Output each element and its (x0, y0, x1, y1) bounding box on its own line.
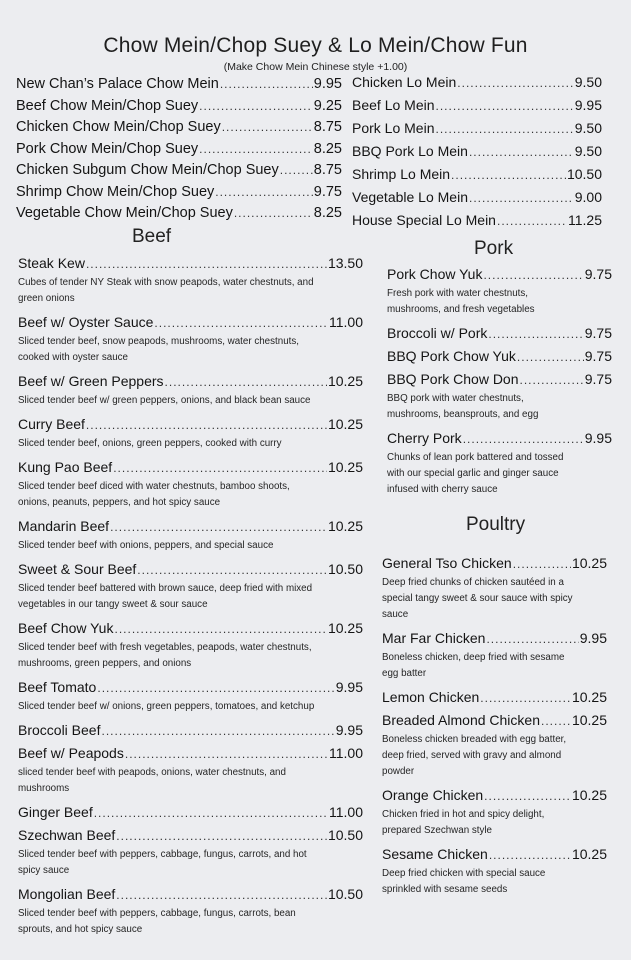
menu-item-price: 10.50 (566, 166, 602, 182)
menu-item-name: Pork Chow Yuk (387, 266, 483, 282)
description-line: spicy sauce (18, 865, 70, 876)
menu-item-description (18, 906, 363, 938)
dot-leader (436, 95, 574, 117)
menu-item-price: 9.95 (335, 722, 363, 738)
description-line: Chicken fried in hot and spicy delight, (382, 809, 545, 820)
description-line: sprinkled with sesame seeds (382, 884, 508, 895)
menu-item-name: BBQ Pork Chow Yuk (387, 348, 516, 364)
menu-item (18, 883, 363, 906)
page-title: Chow Mein/Chop Suey & Lo Mein/Chow Fun (103, 34, 528, 57)
menu-item-price: 10.25 (327, 459, 363, 475)
menu-item-price: 9.95 (313, 76, 342, 92)
menu-item-name: Curry Beef (18, 416, 85, 432)
menu-item-price: 10.25 (327, 620, 363, 636)
menu-item-name: Beef w/ Oyster Sauce (18, 314, 154, 330)
dot-leader (488, 323, 583, 345)
dot-leader (435, 118, 573, 140)
section-heading-poultry: Poultry (466, 514, 526, 535)
menu-item-name: Mar Far Chicken (382, 630, 486, 646)
menu-item-price: 9.95 (579, 630, 607, 646)
description-line: with our special garlic and ginger sauce (387, 468, 559, 479)
menu-item (18, 413, 363, 436)
dot-leader (86, 253, 327, 275)
pork-list (387, 263, 612, 502)
menu-item-price: 10.25 (571, 689, 607, 705)
menu-item-price: 8.75 (313, 119, 342, 135)
menu-item-price: 9.75 (313, 183, 342, 200)
dot-leader (484, 785, 571, 807)
dot-leader (486, 628, 578, 650)
menu-item-name: Kung Pao Beef (18, 459, 113, 475)
description-line: prepared Szechwan style (382, 825, 493, 836)
menu-item-name: Sweet & Sour Beef (18, 561, 137, 577)
menu-item-name: Orange Chicken (382, 787, 484, 803)
beef-list (18, 252, 363, 942)
menu-item (18, 515, 363, 538)
page-subtitle: (Make Chow Mein Chinese style +1.00) (223, 61, 408, 73)
menu-item (387, 345, 612, 368)
dot-leader (469, 141, 574, 163)
menu-item-price: 11.00 (329, 745, 363, 761)
menu-item (352, 186, 602, 209)
dot-leader (234, 203, 313, 225)
menu-item-name: Beef Lo Mein (352, 97, 435, 113)
dot-leader (165, 371, 327, 393)
menu-item (387, 322, 612, 345)
dot-leader (222, 117, 313, 139)
menu-item-description (387, 391, 612, 423)
menu-item-price: 11.00 (329, 314, 363, 330)
menu-item-name: Broccoli Beef (18, 722, 101, 738)
menu-item-description (18, 334, 363, 366)
description-line: mushrooms, green peppers, and onions (18, 658, 192, 669)
dot-leader (114, 618, 326, 640)
menu-item-name: Lemon Chicken (382, 689, 480, 705)
dot-leader (199, 96, 313, 118)
menu-item (18, 252, 363, 275)
menu-item-price: 9.50 (574, 143, 602, 159)
menu-item-description (387, 286, 612, 318)
description-line: powder (382, 766, 415, 777)
description-line: Sliced tender beef, onions, green peppers, cooked with curry (18, 438, 282, 449)
menu-item-description (18, 479, 363, 511)
menu-item-description (18, 393, 363, 409)
description-line: Boneless chicken breaded with egg batter, (382, 734, 567, 745)
menu-item-name: Pork Chow Mein/Chop Suey (16, 140, 199, 157)
dot-leader (97, 677, 334, 699)
menu-item-description (382, 732, 607, 780)
menu-item (18, 742, 363, 765)
menu-item (18, 617, 363, 640)
menu-item-description (18, 436, 363, 452)
dot-leader (480, 687, 571, 709)
menu-item-description (18, 847, 363, 879)
description-line: vegetables in our tangy sweet & sour sauce (18, 599, 208, 610)
description-line: mushrooms (18, 783, 70, 794)
menu-item-name: House Special Lo Mein (352, 212, 496, 228)
menu-item (382, 627, 607, 650)
menu-item (18, 311, 363, 334)
menu-item (18, 824, 363, 847)
menu-item (387, 368, 612, 391)
menu-item (382, 843, 607, 866)
menu-item-name: Vegetable Chow Mein/Chop Suey (16, 205, 233, 221)
description-line: Sliced tender beef with peppers, cabbage, fungus, carrots, bean (18, 908, 296, 919)
menu-item-name: Mongolian Beef (18, 886, 116, 902)
dot-leader (113, 457, 327, 479)
description-line: BBQ pork with water chestnuts, (387, 393, 524, 404)
menu-item-price: 11.00 (329, 804, 363, 820)
menu-item (18, 676, 363, 699)
menu-item-name: Chicken Subgum Chow Mein/Chop Suey (16, 162, 279, 178)
dot-leader (220, 74, 313, 96)
menu-item (382, 784, 607, 807)
dot-leader (483, 264, 583, 286)
menu-item-price: 10.25 (571, 846, 607, 862)
menu-item-description (18, 640, 363, 672)
menu-item-description (382, 575, 607, 623)
menu-item-description (18, 581, 363, 613)
menu-item (16, 160, 342, 182)
menu-item-price: 10.25 (327, 518, 363, 534)
menu-item-name: Sesame Chicken (382, 846, 488, 862)
description-line: Sliced tender beef with onions, peppers, and special sauce (18, 540, 274, 551)
menu-item-price: 9.75 (584, 371, 612, 387)
menu-item-name: Szechwan Beef (18, 827, 116, 843)
dot-leader (280, 160, 313, 182)
description-line: Deep fried chunks of chicken sautéed in a (382, 577, 564, 588)
menu-item-price: 9.50 (574, 74, 602, 90)
description-line: special tangy sweet & sour sauce with spicy (382, 593, 573, 604)
menu-item (382, 686, 607, 709)
chow-mein-list (16, 74, 342, 225)
dot-leader (125, 743, 328, 765)
dot-leader (101, 720, 334, 742)
menu-item-price: 9.95 (574, 97, 602, 113)
dot-leader (489, 844, 571, 866)
description-line: mushrooms, beansprouts, and egg (387, 409, 539, 420)
menu-item (352, 117, 602, 140)
menu-item-description (18, 538, 363, 554)
description-line: Sliced tender beef w/ onions, green peppers, tomatoes, and ketchup (18, 701, 315, 712)
description-line: sliced tender beef with peapods, onions, water chestnuts, and (18, 767, 286, 778)
menu-item-price: 10.25 (327, 416, 363, 432)
menu-item (387, 427, 612, 450)
menu-item-price: 9.50 (574, 120, 602, 136)
menu-item-price: 10.50 (327, 886, 363, 902)
menu-item (18, 801, 363, 824)
dot-leader (110, 516, 327, 538)
dot-leader (154, 312, 328, 334)
menu-item (352, 163, 602, 186)
menu-item-name: New Chan’s Palace Chow Mein (16, 76, 219, 92)
menu-item-price: 9.75 (584, 266, 612, 282)
description-line: egg batter (382, 668, 427, 679)
description-line: Boneless chicken, deep fried with sesame (382, 652, 565, 663)
menu-item-name: Cherry Pork (387, 430, 462, 446)
dot-leader (86, 414, 327, 436)
menu-item-price: 8.25 (313, 140, 342, 157)
dot-leader (541, 710, 571, 732)
menu-item-name: Beef w/ Green Peppers (18, 373, 164, 389)
menu-item (18, 719, 363, 742)
menu-item-name: Shrimp Chow Mein/Chop Suey (16, 183, 215, 200)
dot-leader (517, 346, 584, 368)
menu-item-price: 11.25 (568, 212, 602, 228)
description-line: Sliced tender beef w/ green peppers, onions, and black bean sauce (18, 395, 311, 406)
dot-leader (463, 428, 584, 450)
menu-item-price: 10.50 (327, 827, 363, 843)
description-line: green onions (18, 293, 75, 304)
menu-item (16, 203, 342, 225)
dot-leader (116, 884, 327, 906)
menu-item (16, 117, 342, 139)
menu-item-name: Vegetable Lo Mein (352, 189, 468, 205)
menu-item (382, 709, 607, 732)
description-line: Sliced tender beef with fresh vegetables, peapods, water chestnuts, (18, 642, 312, 653)
menu-item-name: Chicken Chow Mein/Chop Suey (16, 119, 221, 135)
menu-item-description (382, 866, 607, 898)
dot-leader (137, 559, 327, 581)
description-line: Sliced tender beef with peppers, cabbage, fungus, carrots, and hot (18, 849, 307, 860)
menu-item-description (382, 807, 607, 839)
menu-item-price: 10.25 (571, 555, 607, 571)
menu-item-price: 8.25 (313, 205, 342, 221)
dot-leader (513, 553, 571, 575)
menu-item-description (382, 650, 607, 682)
dot-leader (497, 210, 567, 232)
menu-item-name: BBQ Pork Chow Don (387, 371, 519, 387)
menu-item-name: General Tso Chicken (382, 555, 512, 571)
menu-item-name: Chicken Lo Mein (352, 74, 457, 90)
menu-item-price: 9.00 (574, 189, 602, 205)
menu-item-name: BBQ Pork Lo Mein (352, 143, 468, 159)
description-line: Cubes of tender NY Steak with snow peapods, water chestnuts, and (18, 277, 314, 288)
menu-item (352, 94, 602, 117)
menu-item-name: Beef Chow Mein/Chop Suey (16, 97, 199, 114)
menu-item-name: Ginger Beef (18, 804, 93, 820)
menu-item-price: 9.75 (584, 348, 612, 364)
dot-leader (94, 802, 328, 824)
menu-item (18, 370, 363, 393)
menu-item-price: 9.75 (584, 325, 612, 341)
menu-item-name: Broccoli w/ Pork (387, 325, 488, 341)
menu-item-description (18, 699, 363, 715)
description-line: infused with cherry sauce (387, 484, 498, 495)
menu-item-description (18, 275, 363, 307)
menu-item-price: 9.95 (584, 430, 612, 446)
description-line: cooked with oyster sauce (18, 352, 128, 363)
description-line: mushrooms, and fresh vegetables (387, 304, 535, 315)
description-line: Sliced tender beef diced with water chestnuts, bamboo shoots, (18, 481, 290, 492)
menu-item (352, 140, 602, 163)
menu-item-name: Shrimp Lo Mein (352, 166, 451, 182)
menu-item (352, 209, 602, 232)
dot-leader (469, 187, 574, 209)
menu-item-name: Steak Kew (18, 255, 85, 271)
menu-item-price: 10.50 (327, 561, 363, 577)
section-heading-pork: Pork (474, 238, 514, 259)
menu-item (352, 71, 602, 94)
description-line: deep fried, served with gravy and almond (382, 750, 562, 761)
description-line: onions, peanuts, peppers, and hot spicy sauce (18, 497, 221, 508)
description-line: Deep fried chicken with special sauce (382, 868, 546, 879)
menu-item (16, 182, 342, 204)
dot-leader (520, 369, 584, 391)
menu-item-price: 10.25 (571, 712, 607, 728)
description-line: Sliced tender beef battered with brown sauce, deep fried with mixed (18, 583, 313, 594)
menu-item (16, 74, 342, 96)
menu-item-price: 8.75 (313, 162, 342, 178)
description-line: sauce (382, 609, 409, 620)
menu-item-price: 9.25 (313, 97, 342, 114)
menu-item-name: Breaded Almond Chicken (382, 712, 540, 728)
description-line: Chunks of lean pork battered and tossed (387, 452, 564, 463)
menu-item (382, 552, 607, 575)
description-line: sprouts, and hot spicy sauce (18, 924, 143, 935)
menu-item-price: 13.50 (327, 255, 363, 271)
menu-item-price: 9.95 (335, 679, 363, 695)
menu-item-name: Mandarin Beef (18, 518, 110, 534)
menu-item-description (387, 450, 612, 498)
dot-leader (116, 825, 327, 847)
menu-item-description (18, 765, 363, 797)
description-line: Fresh pork with water chestnuts, (387, 288, 529, 299)
menu-item-price: 10.25 (327, 373, 363, 389)
menu-item (18, 456, 363, 479)
menu-item (16, 96, 342, 118)
menu-item-price: 10.25 (571, 787, 607, 803)
menu-item (16, 139, 342, 161)
poultry-list (382, 552, 607, 902)
menu-item-name: Beef w/ Peapods (18, 745, 124, 761)
dot-leader (215, 182, 313, 204)
menu-item-name: Beef Chow Yuk (18, 620, 114, 636)
description-line: Sliced tender beef, snow peapods, mushrooms, water chestnuts, (18, 336, 299, 347)
menu-item-name: Pork Lo Mein (352, 120, 435, 136)
menu-item (18, 558, 363, 581)
section-heading-beef: Beef (132, 226, 172, 247)
lo-mein-list (352, 71, 602, 232)
dot-leader (457, 72, 573, 94)
menu-item-name: Beef Tomato (18, 679, 97, 695)
dot-leader (451, 164, 566, 186)
dot-leader (199, 139, 313, 161)
menu-item (387, 263, 612, 286)
